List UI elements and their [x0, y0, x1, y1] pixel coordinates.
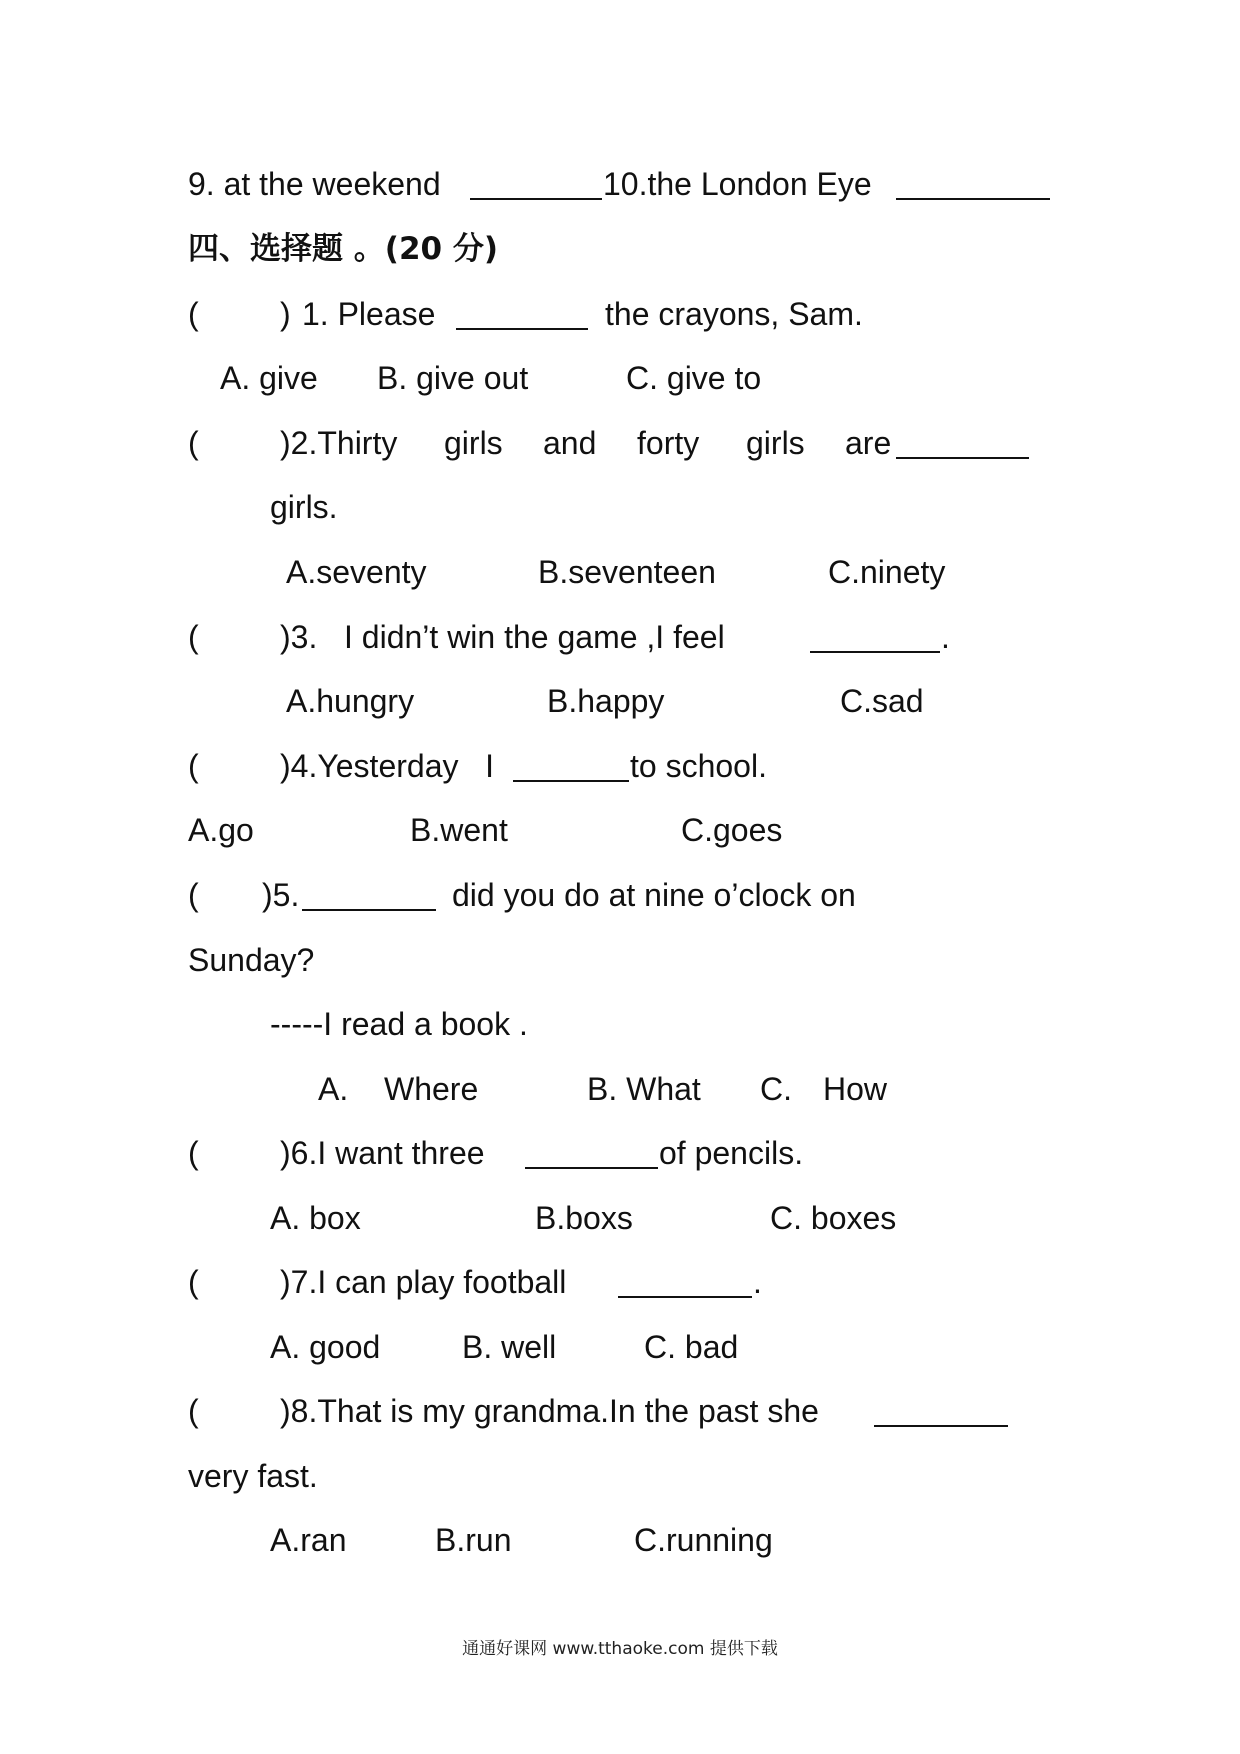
answer-paren-open: (: [188, 1135, 199, 1171]
option-b: B.boxs: [535, 1200, 633, 1236]
question-5-answer-line: -----I read a book .: [270, 1006, 528, 1042]
option-a: A.go: [188, 812, 254, 848]
answer-paren-open: (: [188, 1393, 199, 1429]
answer-paren-close: ): [280, 296, 291, 332]
answer-paren-open: (: [188, 296, 199, 332]
option-c: C.running: [634, 1522, 773, 1558]
question-8-prefix: )8.That is my grandma.In the past she: [280, 1393, 819, 1429]
question-7-options: [0, 1327, 739, 1367]
option-c: C.ninety: [828, 554, 946, 590]
question-3-suffix: .: [941, 619, 950, 655]
answer-paren-open: (: [188, 1264, 199, 1300]
question-3-row: [0, 617, 950, 657]
answer-paren-open: (: [188, 425, 199, 461]
option-c: C.goes: [681, 812, 783, 848]
question-8-row: [0, 1391, 819, 1431]
question-2-word: )2.Thirty: [280, 425, 398, 461]
option-b: B.happy: [547, 683, 665, 719]
question-7-row: [0, 1262, 762, 1302]
option-a: A. box: [270, 1200, 361, 1236]
option-a-letter: A.: [318, 1071, 349, 1107]
question-3-options: [0, 681, 924, 721]
question-7-suffix: .: [753, 1264, 762, 1300]
question-6-suffix: of pencils.: [659, 1135, 804, 1171]
section4-heading: 四、选择题 。(20 分): [188, 231, 499, 267]
question-2-word: and: [543, 425, 597, 461]
question-7-blank[interactable]: [618, 1296, 752, 1298]
question-1-options: [0, 358, 762, 398]
option-c: C. give to: [626, 360, 762, 396]
option-a: A.seventy: [286, 554, 427, 590]
item-10-blank[interactable]: [896, 198, 1050, 200]
question-4-prefix: )4.Yesterday I: [280, 748, 495, 784]
question-1-row: [0, 294, 863, 334]
page-footer: 通通好课网 www.tthaoke.com 提供下载: [462, 1639, 778, 1659]
question-1-prefix: 1. Please: [302, 296, 436, 332]
option-a: A.ran: [270, 1522, 347, 1558]
question-8-continuation: very fast.: [188, 1458, 318, 1494]
question-1-suffix: the crayons, Sam.: [605, 296, 863, 332]
question-6-options: [0, 1198, 897, 1238]
question-2-options: [0, 552, 946, 592]
question-6-blank[interactable]: [525, 1167, 658, 1169]
question-8-options: [0, 1520, 773, 1560]
option-a: A.hungry: [286, 683, 415, 719]
question-2-word: are: [845, 425, 892, 461]
question-8-blank[interactable]: [874, 1425, 1008, 1427]
question-5-row: [0, 875, 856, 915]
question-4-suffix: to school.: [630, 748, 767, 784]
option-c: C.sad: [840, 683, 924, 719]
question-6-prefix: )6.I want three: [280, 1135, 485, 1171]
question-2-continuation-row: [0, 487, 338, 527]
question-7-prefix: )7.I can play football: [280, 1264, 567, 1300]
question-2-word: girls: [444, 425, 503, 461]
question-5-continuation-row: [0, 940, 315, 980]
item-9-text: 9. at the weekend: [188, 166, 441, 202]
option-b: B.went: [410, 812, 508, 848]
option-c: C. boxes: [770, 1200, 897, 1236]
question-5-options: [0, 1069, 888, 1109]
option-a: A. good: [270, 1329, 381, 1365]
question-2-continuation: girls.: [270, 489, 338, 525]
question-6-row: [0, 1133, 804, 1173]
question-3-prefix: )3. I didn’t win the game ,I feel: [280, 619, 725, 655]
option-b: B.run: [435, 1522, 512, 1558]
option-a-text: Where: [384, 1071, 479, 1107]
question-4-blank[interactable]: [513, 780, 629, 782]
question-4-options: [0, 810, 783, 850]
option-b: B. give out: [377, 360, 529, 396]
question-5-answer-row: [0, 1004, 528, 1044]
question-8-continuation-row: [0, 1456, 318, 1496]
question-2-row: [0, 423, 892, 463]
item-9-blank[interactable]: [470, 198, 602, 200]
option-b: B. well: [462, 1329, 557, 1365]
answer-paren-open: (: [188, 877, 199, 913]
question-4-row: [0, 746, 767, 786]
option-c: C. bad: [644, 1329, 739, 1365]
option-b: B.seventeen: [538, 554, 716, 590]
answer-paren-open: (: [188, 748, 199, 784]
question-3-blank[interactable]: [810, 651, 940, 653]
question-2-blank[interactable]: [896, 457, 1029, 459]
question-2-word: forty: [637, 425, 700, 461]
question-5-blank[interactable]: [302, 909, 436, 911]
question-5-continuation: Sunday?: [188, 942, 315, 978]
question-5-prefix: )5.: [262, 877, 300, 913]
item-10-text: 10.the London Eye: [603, 166, 872, 202]
option-b: B. What: [587, 1071, 701, 1107]
option-c-text: How: [823, 1071, 888, 1107]
question-1-blank[interactable]: [456, 328, 588, 330]
question-2-word: girls: [746, 425, 805, 461]
option-a: A. give: [220, 360, 318, 396]
section4-heading-row: [0, 229, 499, 269]
section3-tail-row: [0, 164, 872, 204]
option-c-letter: C.: [760, 1071, 792, 1107]
question-5-suffix: did you do at nine o’clock on: [452, 877, 856, 913]
answer-paren-open: (: [188, 619, 199, 655]
